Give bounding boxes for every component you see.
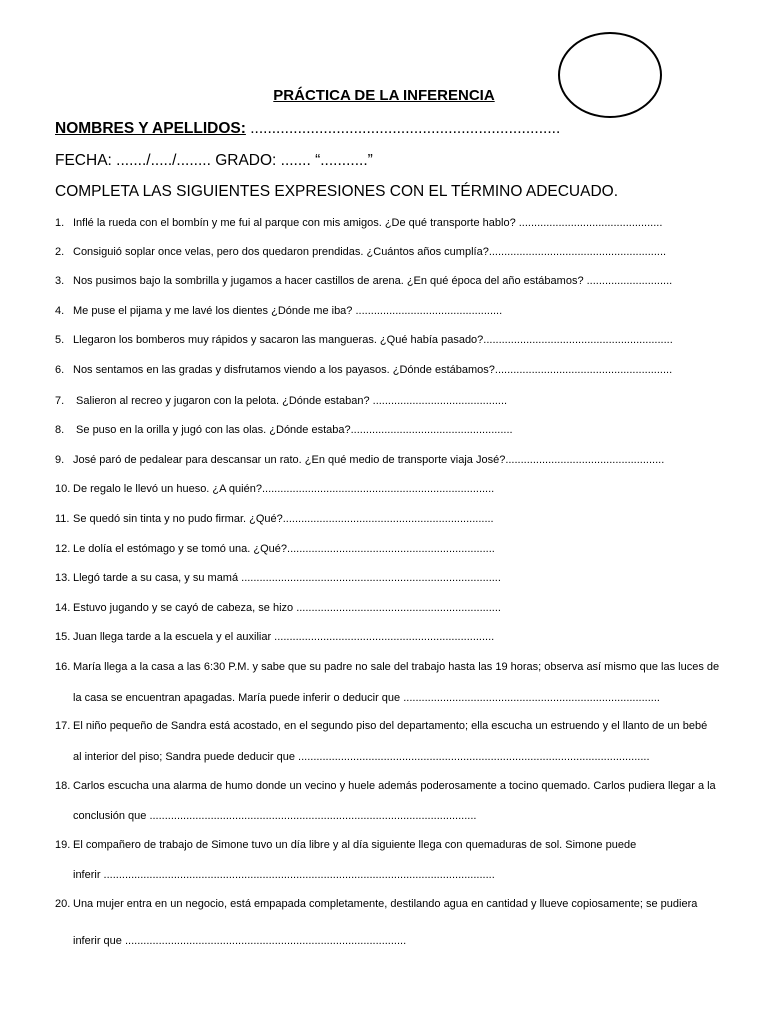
question-text: Estuvo jugando y se cayó de cabeza, se hizo ...................................................................	[73, 602, 501, 614]
question-item	[55, 364, 672, 376]
question-text: Se quedó sin tinta y no pudo firmar. ¿Qué?.....................................................................	[73, 513, 494, 525]
question-text: Llegó tarde a su casa, y su mamá .....................................................................................	[73, 572, 501, 584]
question-text: María llega a la casa a las 6:30 P.M. y sabe que su padre no sale del trabajo hasta las 19 horas; observa así mismo que las luces de	[73, 661, 720, 673]
question-text: Inflé la rueda con el bombín y me fui al parque con mis amigos. ¿De qué transporte hablo? ...............................................	[73, 217, 663, 229]
question-number: 18.	[55, 780, 71, 792]
question-text: Nos pusimos bajo la sombrilla y jugamos a hacer castillos de arena. ¿En qué época del año estábamos? ............................	[73, 275, 673, 287]
question-continuation: al interior del piso; Sandra puede deducir que ...................................................................................................................	[73, 751, 650, 763]
question-text: Llegaron los bomberos muy rápidos y sacaron las mangueras. ¿Qué había pasado?..............................................................	[73, 334, 673, 346]
question-text: Consiguió soplar once velas, pero dos quedaron prendidas. ¿Cuántos años cumplía?..........................................................	[73, 246, 667, 258]
question-number: 20.	[55, 898, 71, 910]
question-number: 12.	[55, 543, 71, 555]
question-text: Me puse el pijama y me lavé los dientes ¿Dónde me iba? ................................................	[73, 305, 503, 317]
question-number: 7.	[55, 395, 65, 407]
question-number: 15.	[55, 631, 71, 643]
question-item	[55, 275, 672, 287]
question-item	[55, 661, 719, 673]
question-text: Salieron al recreo y jugaron con la pelota. ¿Dónde estaban? ............................................	[73, 395, 508, 407]
question-number: 9.	[55, 454, 65, 466]
question-text: El compañero de trabajo de Simone tuvo un día libre y al día siguiente llega con quemaduras de sol. Simone puede	[73, 839, 637, 851]
question-item	[55, 602, 501, 614]
question-number: 2.	[55, 246, 65, 258]
question-text: Nos sentamos en las gradas y disfrutamos viendo a los payasos. ¿Dónde estábamos?..........................................................	[73, 364, 673, 376]
question-item	[55, 631, 494, 643]
question-item	[55, 513, 494, 525]
names-blank: ........................................................................	[245, 120, 561, 137]
question-item	[55, 483, 494, 495]
question-item	[55, 246, 666, 258]
question-number: 14.	[55, 602, 71, 614]
question-number: 10.	[55, 483, 71, 495]
question-number: 4.	[55, 305, 65, 317]
question-continuation: inferir que ............................................................................................	[73, 935, 407, 947]
question-continuation: la casa se encuentran apagadas. María puede inferir o deducir que ....................................................................................	[73, 692, 660, 704]
photo-circle	[558, 32, 662, 118]
question-text: Una mujer entra en un negocio, está empapada completamente, destilando agua en cantidad y llueve copiosamente; se pudiera	[73, 898, 698, 910]
question-item	[55, 395, 507, 407]
question-item	[55, 572, 501, 584]
question-number: 8.	[55, 424, 65, 436]
question-text: Carlos escucha una alarma de humo donde un vecino y huele además poderosamente a tocino quemado. Carlos pudiera llegar a la	[73, 780, 716, 792]
fecha-grado-line: FECHA: ......./...../........ GRADO: ....... “...........”	[55, 152, 373, 169]
question-item	[55, 543, 495, 555]
question-text: José paró de pedalear para descansar un rato. ¿En qué medio de transporte viaja José?....................................................	[73, 454, 665, 466]
question-number: 16.	[55, 661, 71, 673]
question-number: 13.	[55, 572, 71, 584]
question-text: Se puso en la orilla y jugó con las olas. ¿Dónde estaba?.....................................................	[73, 424, 513, 436]
page-title: PRÁCTICA DE LA INFERENCIA	[273, 87, 495, 104]
question-text: De regalo le llevó un hueso. ¿A quién?............................................................................	[73, 483, 495, 495]
question-item	[55, 424, 513, 436]
question-number: 17.	[55, 720, 71, 732]
question-number: 6.	[55, 364, 65, 376]
question-item	[55, 780, 716, 792]
question-item	[55, 839, 636, 851]
question-item	[55, 305, 502, 317]
names-line	[55, 120, 560, 138]
question-number: 19.	[55, 839, 71, 851]
question-continuation: inferir ................................................................................................................................	[73, 869, 495, 881]
question-text: Le dolía el estómago y se tomó una. ¿Qué?....................................................................	[73, 543, 495, 555]
question-item	[55, 334, 673, 346]
question-number: 3.	[55, 275, 65, 287]
question-number: 5.	[55, 334, 65, 346]
instruction: COMPLETA LAS SIGUIENTES EXPRESIONES CON EL TÉRMINO ADECUADO.	[55, 183, 619, 200]
question-continuation: conclusión que ...........................................................................................................	[73, 810, 477, 822]
question-number: 1.	[55, 217, 65, 229]
question-item	[55, 217, 662, 229]
question-text: Juan llega tarde a la escuela y el auxiliar ........................................................................	[73, 631, 495, 643]
question-item	[55, 454, 664, 466]
question-text: El niño pequeño de Sandra está acostado, en el segundo piso del departamento; ella escucha un estruendo y el llanto de un bebé	[73, 720, 708, 732]
question-number: 11.	[55, 513, 70, 525]
question-item	[55, 720, 707, 732]
names-label: NOMBRES Y APELLIDOS:	[55, 120, 246, 137]
question-item	[55, 898, 697, 910]
